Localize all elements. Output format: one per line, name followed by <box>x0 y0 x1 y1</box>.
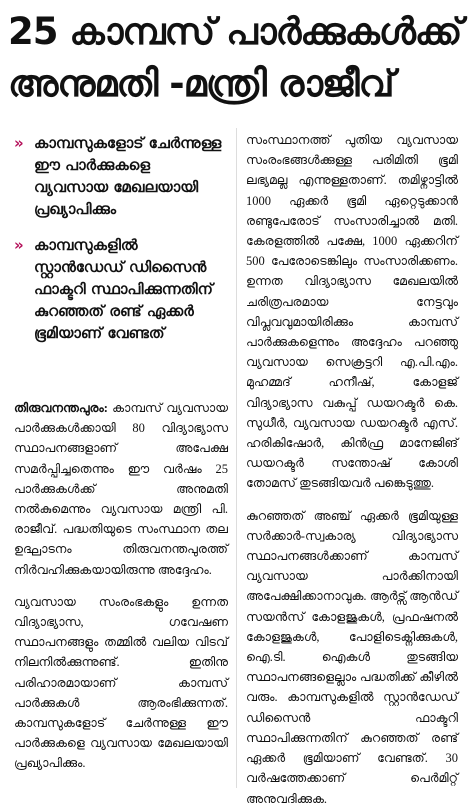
highlight-bullet-1 <box>14 132 228 220</box>
highlight-bullet-2 <box>14 234 228 344</box>
highlight-text: കാമ്പസുകളിൽ സ്റ്റാൻഡേഡ് ഡിസൈൻ ഫാക്ടറി സ്ഥാപിക്കുന്നതിന് കുറഞ്ഞത് രണ്ട് ഏക്കർ ഭൂമിയാണ് വേണ്ടത് <box>34 236 213 342</box>
dateline: തിരുവനന്തപുരം: <box>14 401 108 415</box>
right-column <box>246 130 458 809</box>
article-paragraph-4: കുറഞ്ഞത് അഞ്ച് ഏക്കർ ഭൂമിയുള്ള സർക്കാർ-സ്വകാര്യ വിദ്യാഭ്യാസ സ്ഥാപനങ്ങൾക്കാണ് കാമ്പസ് വ്യവസായ പാർക്കിനായി അപേക്ഷിക്കാനാവുക. ആർട്സ് ആൻഡ് സയൻസ് കോളജുകൾ, പ്രഫഷനൽ കോളജുകൾ, പോളിടെക്നിക്കുകൾ, ഐ.ടി. ഐകൾ തുടങ്ങിയ സ്ഥാപനങ്ങളെല്ലാം പദ്ധതിക്ക് കീഴിൽ വരും. കാമ്പസുകളിൽ സ്റ്റാൻഡേഡ് ഡിസൈൻ ഫാക്ടറി സ്ഥാപിക്കുന്നതിന് കുറഞ്ഞത് രണ്ട് ഏക്കർ ഭൂമിയാണ് വേണ്ടത്. 30 വർഷത്തേക്കാണ് പെർമിറ്റ് അനുവദിക്കുക. <box>246 508 458 806</box>
headline <box>8 6 460 110</box>
article-paragraph-1 <box>14 398 228 580</box>
bullet-chevron-icon: » <box>14 236 24 254</box>
paragraph-text: കാമ്പസ് വ്യവസായ പാർക്കുകൾക്കായി 80 വിദ്യാഭ്യാസ സ്ഥാപനങ്ങളാണ് അപേക്ഷ സമർപ്പിച്ചതെന്നും ഈ വർഷം 25 പാർക്കുകൾക്ക് അനുമതി നൽകുമെന്നും വ്യവസായ മന്ത്രി പി. രാജീവ്. പദ്ധതിയുടെ സംസ്ഥാന തല ഉദ്ഘാടനം തിരുവനന്തപുരത്ത് നിർവഹിക്കുകയായിരുന്നു അദ്ദേഹം. <box>14 401 228 577</box>
article-paragraph-3: സംസ്ഥാനത്ത് പുതിയ വ്യവസായ സംരംഭങ്ങൾക്കുള്ള പരിമിതി ഭൂമി ലഭ്യമല്ല എന്നുള്ളതാണ്. തമിഴ്നാട്ടിൽ 1000 ഏക്കർ ഭൂമി ഏറ്റെടുക്കാൻ രണ്ടുപേരോട് സംസാരിച്ചാൽ മതി. കേരളത്തിൽ പക്ഷേ, 1000 ഏക്കറിന് 500 പേരോടെങ്കിലും സംസാരിക്കണം. ഉന്നത വിദ്യാഭ്യാസ മേഖലയിൽ ചരിത്രപരമായ നേട്ടവും വിപ്ലവവുമായിരിക്കും കാമ്പസ് പാർക്കുകളെന്നും അദ്ദേഹം പറഞ്ഞു വ്യവസായ സെക്രട്ടറി എ.പി.എം. മുഹമ്മദ് ഹനീഷ്, കോളജ് വിദ്യാഭ്യാസ വകുപ്പ് ഡയറക്ടർ കെ. സുധീർ, വ്യവസായ ഡയറക്ടർ എസ്. ഹരികിഷോർ, കിൻഫ്ര മാനേജിങ് ഡയറക്ടർ സന്തോഷ് കോശി തോമസ് തുടങ്ങിയവർ പങ്കെടുത്തു. <box>246 133 458 491</box>
bullet-chevron-icon: » <box>14 134 24 152</box>
highlight-text: കാമ്പസുകളോട് ചേർന്നുള്ള ഈ പാർക്കുകളെ വ്യവസായ മേഖലയായി പ്രഖ്യാപിക്കും <box>34 134 222 218</box>
column-divider <box>236 128 237 788</box>
left-column <box>14 132 228 774</box>
article-paragraph-2: വ്യവസായ സംരംഭകളും ഉന്നത വിദ്യാഭ്യാസ, ഗവേഷണ സ്ഥാപനങ്ങളും തമ്മിൽ വലിയ വിടവ് നിലനിൽക്കുന്നുണ്ട്. ഇതിനു പരിഹാരമായാണ് കാമ്പസ് പാർക്കുകൾ ആരംഭിക്കുന്നത്. കാമ്പസുകളോട് ചേർന്നുള്ള ഈ പാർക്കുകളെ വ്യവസായ മേഖലയായി പ്രഖ്യാപിക്കും. <box>14 594 228 771</box>
headline-line-1: 25 കാമ്പസ് പാർക്കുകൾക്ക് <box>8 10 462 53</box>
headline-line-2: അനുമതി -മന്ത്രി രാജീവ് <box>8 62 394 105</box>
